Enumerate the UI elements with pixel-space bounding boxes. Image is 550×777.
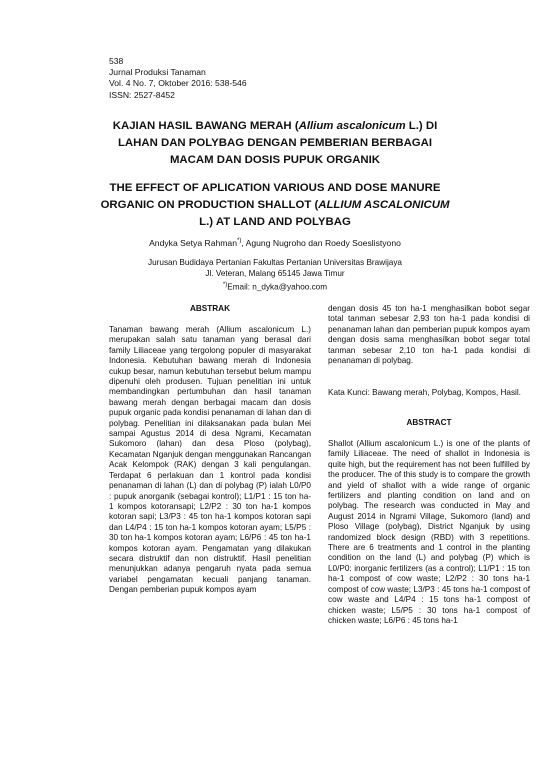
journal-name: Jurnal Produksi Tanaman bbox=[109, 67, 206, 78]
abstrak-body: Tanaman bawang merah (Allium ascalonicum L.) merupakan salah satu tanaman yang berasal dari family Liliaceae yang tergolong populer di masyarakat Indonesia. Kebutuhan bawang merah di Indonesia cukup besar, namun kebutuhan tersebut belum mampu dipenuhi oleh produsen. Tujuan penelitian ini untuk membandingkan pertumbuhan dan hasil tanaman bawang merah dengan berbagai macam dan dosis pupuk organic pada kondisi penanaman di lahan dan di polybag. Penelitian ini dilaksanakan pada bulan Mei sampai Agustus 2014 di desa Ngrami, Kecamatan Sukomoro (lahan) dan desa Ploso (polybag), Kecamatan Nganjuk dengan menggunakan Rancangan Acak Kelompok (RAK) dengan 3 kali pengulangan. Terdapat 6 perlakuan dan 1 kontrol pada kondisi penanaman di lahan (L) dan di polybag (P) ialah L0/P0 : pupuk anorganik (sebagai kontrol); L1/P1 : 15 ton ha-1 kompos kotoransapi; L2/P2 : 30 ton ha-1 kompos kotoran sapi; L3/P3 : 45 ton ha-1 kompos kotoran sapi dan L4/P4 : 15 ton ha-1 kompos kotoran ayam; L5/P5 : 30 ton ha-1 kompos kotoran ayam; L6/P6 : 45 ton ha-1 kompos kotoran ayam. Pengamatan yang dilakukan secara distruktif dan non distruktif. Hasil penelitian menunjukkan adanya pengaruh nyata pada semua variabel pengamatan kecuali panjang tanaman. Dengan pemberian pupuk kompos ayam bbox=[109, 325, 311, 595]
species-name: Allium ascalonicum bbox=[298, 120, 406, 132]
journal-volume: Vol. 4 No. 7, Oktober 2016: 538-546 bbox=[109, 78, 247, 89]
journal-header bbox=[109, 56, 247, 101]
affiliation-dept: Jurusan Budidaya Pertanian Fakultas Pertanian Universitas Brawijaya bbox=[148, 258, 402, 267]
title-indonesian: KAJIAN HASIL BAWANG MERAH (Allium ascalonicum L.) DI LAHAN DAN POLYBAG DENGAN PEMBERIAN BERBAGAI MACAM DAN DOSIS PUPUK ORGANIK bbox=[112, 120, 438, 166]
abstrak-continued: dengan dosis 45 ton ha-1 menghasilkan bobot segar total tanman sebesar 2,93 ton ha-1 pada kondisi di penanaman lahan dan pemberian pupuk kompos ayam dengan dosis sama menghasilkan bobot segar total tanman sebesar 2,10 ton ha-1 pada kondisi di penanaman di polybag. bbox=[328, 304, 530, 366]
species-name-en: ALLIUM ASCALONICUM bbox=[318, 199, 450, 211]
abstract-body: Shallot (Allium ascalonicum L.) is one of the plants of family Liliaceae. The need of shallot in Indonesia is quite high, but the requirement has not been fulfilled by the producer. The of this study is to compare the growth and yield of shallot with a wide range of organic fertilizers and planting condition on land and on polybag. The research was conducted in May and August 2014 in Ngrami Village, Sukomoro (land) and Ploso Village (polybag), District Nganjuk by using randomized block design (RBD) with 3 repetitions. There are 6 treatments and 1 control in the planting condition on the land (L) and polybag (P) which is L0/P0: inorganic fertilizers (as a control); L1/P1 : 15 ton ha-1 compost of cow waste; L2/P2 : 30 tons ha-1 compost of cow waste; L3/P3 : 45 tons ha-1 compost of cow waste and L4/P4 : 15 tons ha-1 compost of chicken waste; L5/P5 : 30 tons ha-1 compost of chicken waste; L6/P6 : 45 tons ha-1 bbox=[328, 439, 530, 625]
title-english: THE EFFECT OF APLICATION VARIOUS AND DOSE MANURE ORGANIC ON PRODUCTION SHALLOT (ALLIUM ASCALONICUM L.) AT LAND AND POLYBAG bbox=[100, 182, 450, 228]
abstract-heading: ABSTRACT bbox=[406, 418, 452, 427]
page-number: 538 bbox=[109, 56, 124, 66]
affiliation-address: Jl. Veteran, Malang 65145 Jawa Timur bbox=[205, 268, 345, 278]
keywords: Kata Kunci: Bawang merah, Polybag, Kompos, Hasil. bbox=[328, 388, 521, 397]
author-list: Andyka Setya Rahman*), Agung Nugroho dan Roedy Soeslistyono bbox=[149, 238, 401, 248]
abstrak-heading: ABSTRAK bbox=[189, 304, 231, 313]
contact-email: *)Email: n_dyka@yahoo.com bbox=[222, 281, 328, 292]
affiliation bbox=[0, 258, 550, 293]
journal-issn: ISSN: 2527-8452 bbox=[109, 89, 175, 100]
